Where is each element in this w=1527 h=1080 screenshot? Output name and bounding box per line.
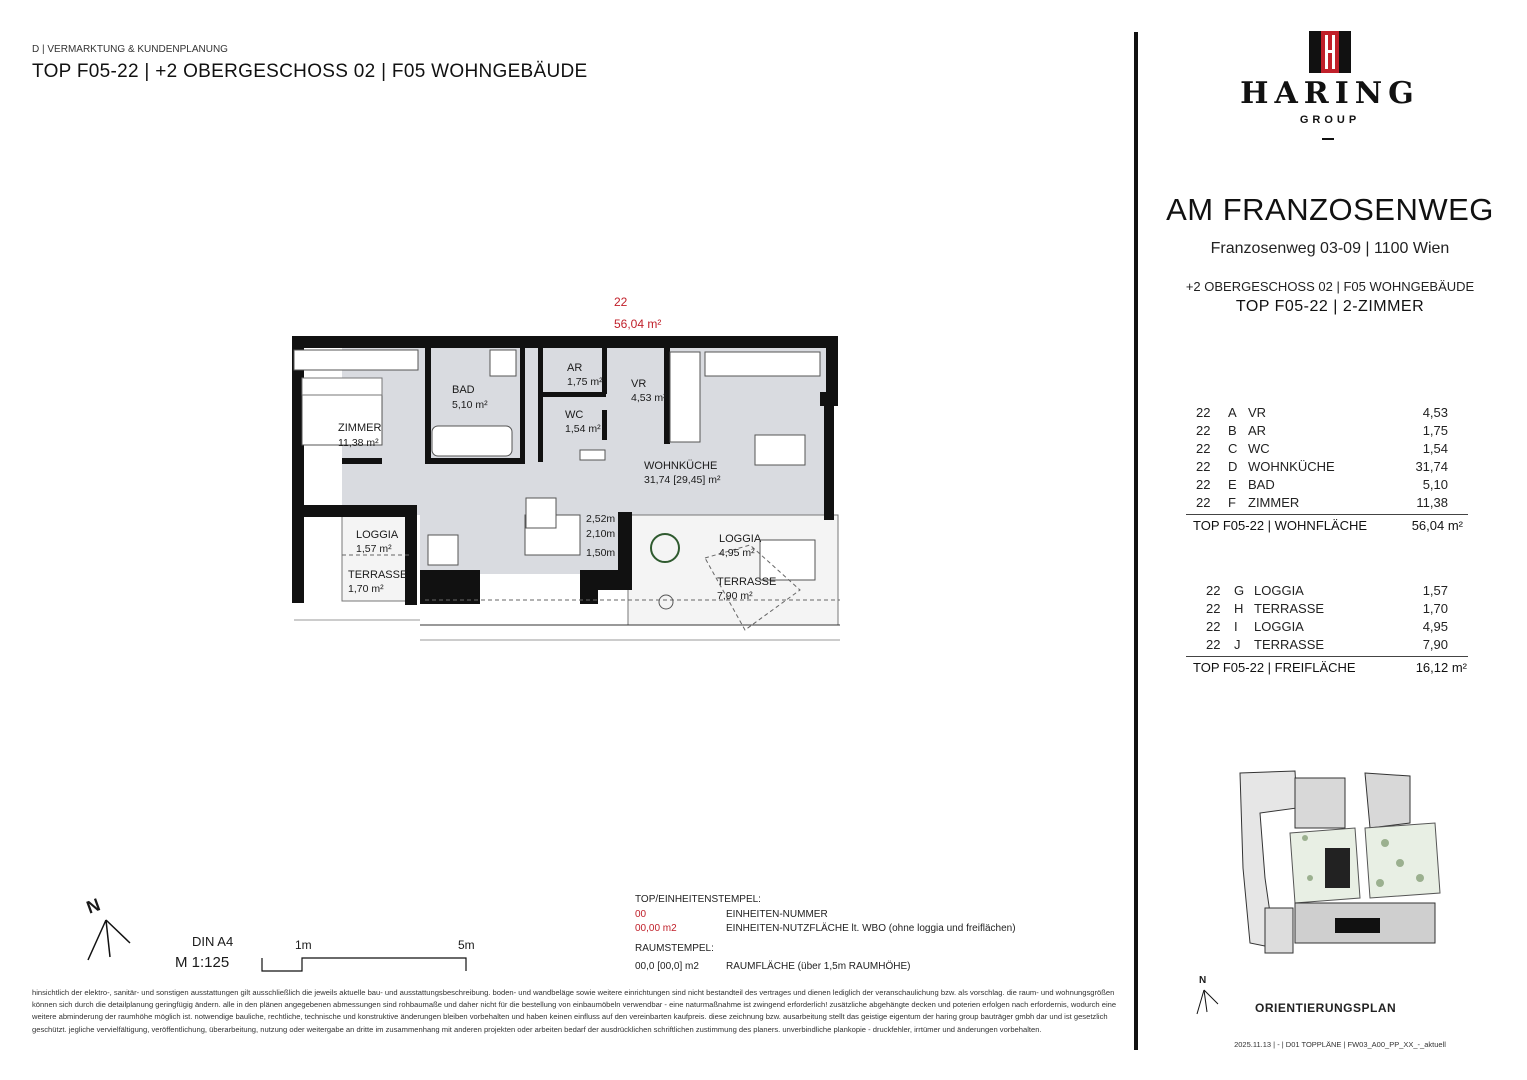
paper-format: DIN A4 <box>192 934 234 949</box>
wardrobe <box>294 350 418 370</box>
room-area-zimmer: 11,38 m² <box>338 437 379 449</box>
unit-cell: 22 <box>1196 477 1211 492</box>
stamp-title-room: RAUMSTEMPEL: <box>635 943 714 954</box>
north-label: N <box>83 894 103 918</box>
room-label-loggia-large: LOGGIA <box>719 533 762 545</box>
room-cell: ZIMMER <box>1248 495 1300 510</box>
room-label-terrasse-small: TERRASSE <box>348 569 408 581</box>
table-row <box>1196 422 1448 440</box>
height-label: 2,52m <box>586 513 616 525</box>
desk-icon <box>428 535 458 565</box>
room-label-terrasse-large: TERRASSE <box>717 576 777 588</box>
area-cell: 4,95 <box>1422 619 1448 634</box>
room-cell: AR <box>1248 423 1267 438</box>
wohnflaeche-sum-label: TOP F05-22 | WOHNFLÄCHE <box>1193 518 1368 533</box>
unit-cell: 22 <box>1196 441 1211 456</box>
room-area-wc: 1,54 m² <box>565 423 601 435</box>
table-row <box>1206 636 1448 654</box>
code-cell: J <box>1234 637 1241 652</box>
code-cell: C <box>1228 441 1238 456</box>
coffee-table-icon <box>526 498 556 528</box>
stamp-example-number-desc: EINHEITEN-NUMMER <box>726 909 828 920</box>
orientation-map <box>1235 768 1445 958</box>
room-label-zimmer: ZIMMER <box>338 422 382 434</box>
wohnflaeche-sum-value: 56,04 m² <box>1411 518 1463 533</box>
code-cell: G <box>1234 583 1245 598</box>
code-cell: D <box>1228 459 1238 474</box>
north-arrow-icon <box>80 915 140 965</box>
dining-table-icon <box>755 435 805 465</box>
unit-number: 22 <box>614 295 628 309</box>
project-floor: +2 OBERGESCHOSS 02 | F05 WOHNGEBÄUDE <box>1185 279 1475 294</box>
unit-cell: 22 <box>1196 495 1211 510</box>
cabinet-column <box>670 352 700 442</box>
freiflaeche-sum-value: 16,12 m² <box>1415 660 1467 675</box>
terrace-table-icon <box>760 540 815 580</box>
table-row <box>1196 458 1448 476</box>
area-cell: 11,38 <box>1416 495 1448 510</box>
height-label: 2,10m <box>586 528 616 540</box>
footer-reference: 2025.11.13 | - | D01 TOPPLÄNE | FW03_A00_PP_XX_-_aktuell <box>1234 1040 1446 1049</box>
bathtub-icon <box>432 426 512 456</box>
room-cell: BAD <box>1248 477 1275 492</box>
unit-area: 56,04 m² <box>614 317 662 331</box>
table-row <box>1206 582 1448 600</box>
bed-headboard <box>302 378 382 395</box>
room-label-vr: VR <box>631 378 647 390</box>
scale-5m: 5m <box>458 938 475 952</box>
room-area-bad: 5,10 m² <box>452 399 488 411</box>
project-top: TOP F05-22 | 2-ZIMMER <box>1235 298 1425 315</box>
code-cell: I <box>1234 619 1238 634</box>
room-area-terrasse-small: 1,70 m² <box>348 583 384 595</box>
stamp-example-number: 00 <box>635 909 647 920</box>
code-cell: A <box>1228 405 1237 420</box>
room-area-vr: 4,53 m² <box>631 392 667 404</box>
stamp-example-area: 00,00 m2 <box>635 923 677 934</box>
area-cell: 31,74 <box>1415 459 1448 474</box>
room-cell: LOGGIA <box>1254 583 1304 598</box>
room-area-ar: 1,75 m² <box>567 376 603 388</box>
room-label-loggia-small: LOGGIA <box>356 529 399 541</box>
code-cell: E <box>1228 477 1237 492</box>
scale-ratio: M 1:125 <box>175 954 230 971</box>
table-row <box>1206 600 1448 618</box>
room-area-loggia-small: 1,57 m² <box>356 543 392 555</box>
table-row <box>1196 440 1448 458</box>
room-cell: TERRASSE <box>1254 601 1325 616</box>
logo-subtitle: GROUP <box>1299 114 1361 126</box>
logo-wordmark: HARING <box>1240 76 1420 111</box>
scale-1m: 1m <box>295 938 312 952</box>
logo-dash <box>1322 138 1334 140</box>
unit-cell: 22 <box>1196 423 1211 438</box>
room-label-ar: AR <box>567 362 583 374</box>
table-row <box>1196 404 1448 422</box>
area-cell: 7,90 <box>1422 637 1448 652</box>
code-cell: B <box>1228 423 1237 438</box>
stamp-example-room-desc: RAUMFLÄCHE (über 1,5m RAUMHÖHE) <box>726 961 911 972</box>
area-cell: 1,54 <box>1422 441 1448 456</box>
room-area-terrasse-large: 7,90 m² <box>717 590 753 602</box>
kitchen-counter <box>705 352 820 376</box>
table-row <box>1196 476 1448 494</box>
room-label-wohnkueche: WOHNKÜCHE <box>644 460 718 472</box>
unit-cell: 22 <box>1196 459 1211 474</box>
haring-logo-icon <box>1309 31 1351 73</box>
unit-cell: 22 <box>1206 619 1221 634</box>
unit-cell: 22 <box>1196 405 1211 420</box>
area-cell: 1,75 <box>1422 423 1448 438</box>
unit-cell: 22 <box>1206 637 1221 652</box>
unit-cell: 22 <box>1206 601 1221 616</box>
room-cell: WOHNKÜCHE <box>1248 459 1335 474</box>
washing-machine-icon <box>490 350 516 376</box>
stamp-title-top: TOP/EINHEITENSTEMPEL: <box>635 894 761 905</box>
room-area-wohnkueche: 31,74 [29,45] m² <box>644 474 721 486</box>
section-label: D | VERMARKTUNG & KUNDENPLANUNG <box>32 44 228 55</box>
wohnflaeche-table <box>1196 404 1448 512</box>
orientation-label: ORIENTIERUNGSPLAN <box>1255 1001 1397 1015</box>
code-cell: F <box>1228 495 1236 510</box>
room-label-wc: WC <box>565 409 584 421</box>
room-cell: LOGGIA <box>1254 619 1304 634</box>
scale-bar <box>260 952 470 974</box>
vertical-divider <box>1134 32 1138 1050</box>
room-label-bad: BAD <box>452 384 475 396</box>
area-cell: 5,10 <box>1422 477 1448 492</box>
stamp-example-room: 00,0 [00,0] m2 <box>635 961 699 972</box>
area-cell: 1,57 <box>1422 583 1448 598</box>
area-cell: 1,70 <box>1422 601 1448 616</box>
project-address: Franzosenweg 03-09 | 1100 Wien <box>1210 240 1450 257</box>
orientation-north-icon <box>1194 988 1224 1016</box>
sum-divider <box>1186 514 1468 515</box>
sum-divider <box>1186 656 1468 657</box>
code-cell: H <box>1234 601 1244 616</box>
orientation-north-label: N <box>1199 975 1207 986</box>
project-name: AM FRANZOSENWEG <box>1166 192 1494 227</box>
page-title: TOP F05-22 | +2 OBERGESCHOSS 02 | F05 WOHNGEBÄUDE <box>32 61 588 82</box>
freiflaeche-table <box>1206 582 1448 654</box>
height-label: 1,50m <box>586 547 616 559</box>
room-area-loggia-large: 4,95 m² <box>719 547 755 559</box>
room-cell: TERRASSE <box>1254 637 1325 652</box>
unit-cell: 22 <box>1206 583 1221 598</box>
disclaimer-text: hinsichtlich der elektro-, sanitär- und sonstigen ausstattungen gilt ausschließlich die jeweils aktuelle bau- und ausstattungsbeschreibung. boden- und wandbeläge sowie weitere einrichtungen sind nicht bestandteil des vertrages und dienen lediglich der veranschaulichung bzw. als vorschlag. die raum- und wohnungsgrößen können sich durch die detailplanung geringfügig ändern. alle in den plänen angegebenen abmessungen sind rohbaumaße und daher nicht für die bestellung von einbaumöbeln verwendbar - eine naturmaßnahme ist zwingend erforderlich! zusätzliche abgehängte decken und poterien erfolgen nach erfordernis, wodurch eine weitere abminderung der raumhöhe möglich ist. notwendige bauliche, rechtliche, technische und konstruktive änderungen bleiben vorbehalten und haben keinen einfluss auf den vereinbarten kaufpreis. diese zeichnung bzw. ausarbeitung stellt das geistige eigentum der haring group bauträger gmbh dar und ist gesetzlich geschützt. jegliche vervielfältigung, veröffentlichung, überarbeitung, nutzung oder weitergabe an dritte im zusammenhang mit anderen projekten oder arbeiten bedarf der ausdrücklichen schriftlichen zustimmung des planers. unverbindliche plankopie - druckfehler, irrtümer und änderungen vorbehalten. <box>32 988 1117 1034</box>
area-cell: 4,53 <box>1422 405 1448 420</box>
table-row <box>1206 618 1448 636</box>
room-cell: WC <box>1248 441 1270 456</box>
freiflaeche-sum-label: TOP F05-22 | FREIFLÄCHE <box>1193 660 1356 675</box>
room-cell: VR <box>1248 405 1267 420</box>
stamp-example-area-desc: EINHEITEN-NUTZFLÄCHE lt. WBO (ohne loggia und freiflächen) <box>726 923 1016 934</box>
table-row <box>1196 494 1448 512</box>
shoe-cabinet <box>580 450 605 460</box>
